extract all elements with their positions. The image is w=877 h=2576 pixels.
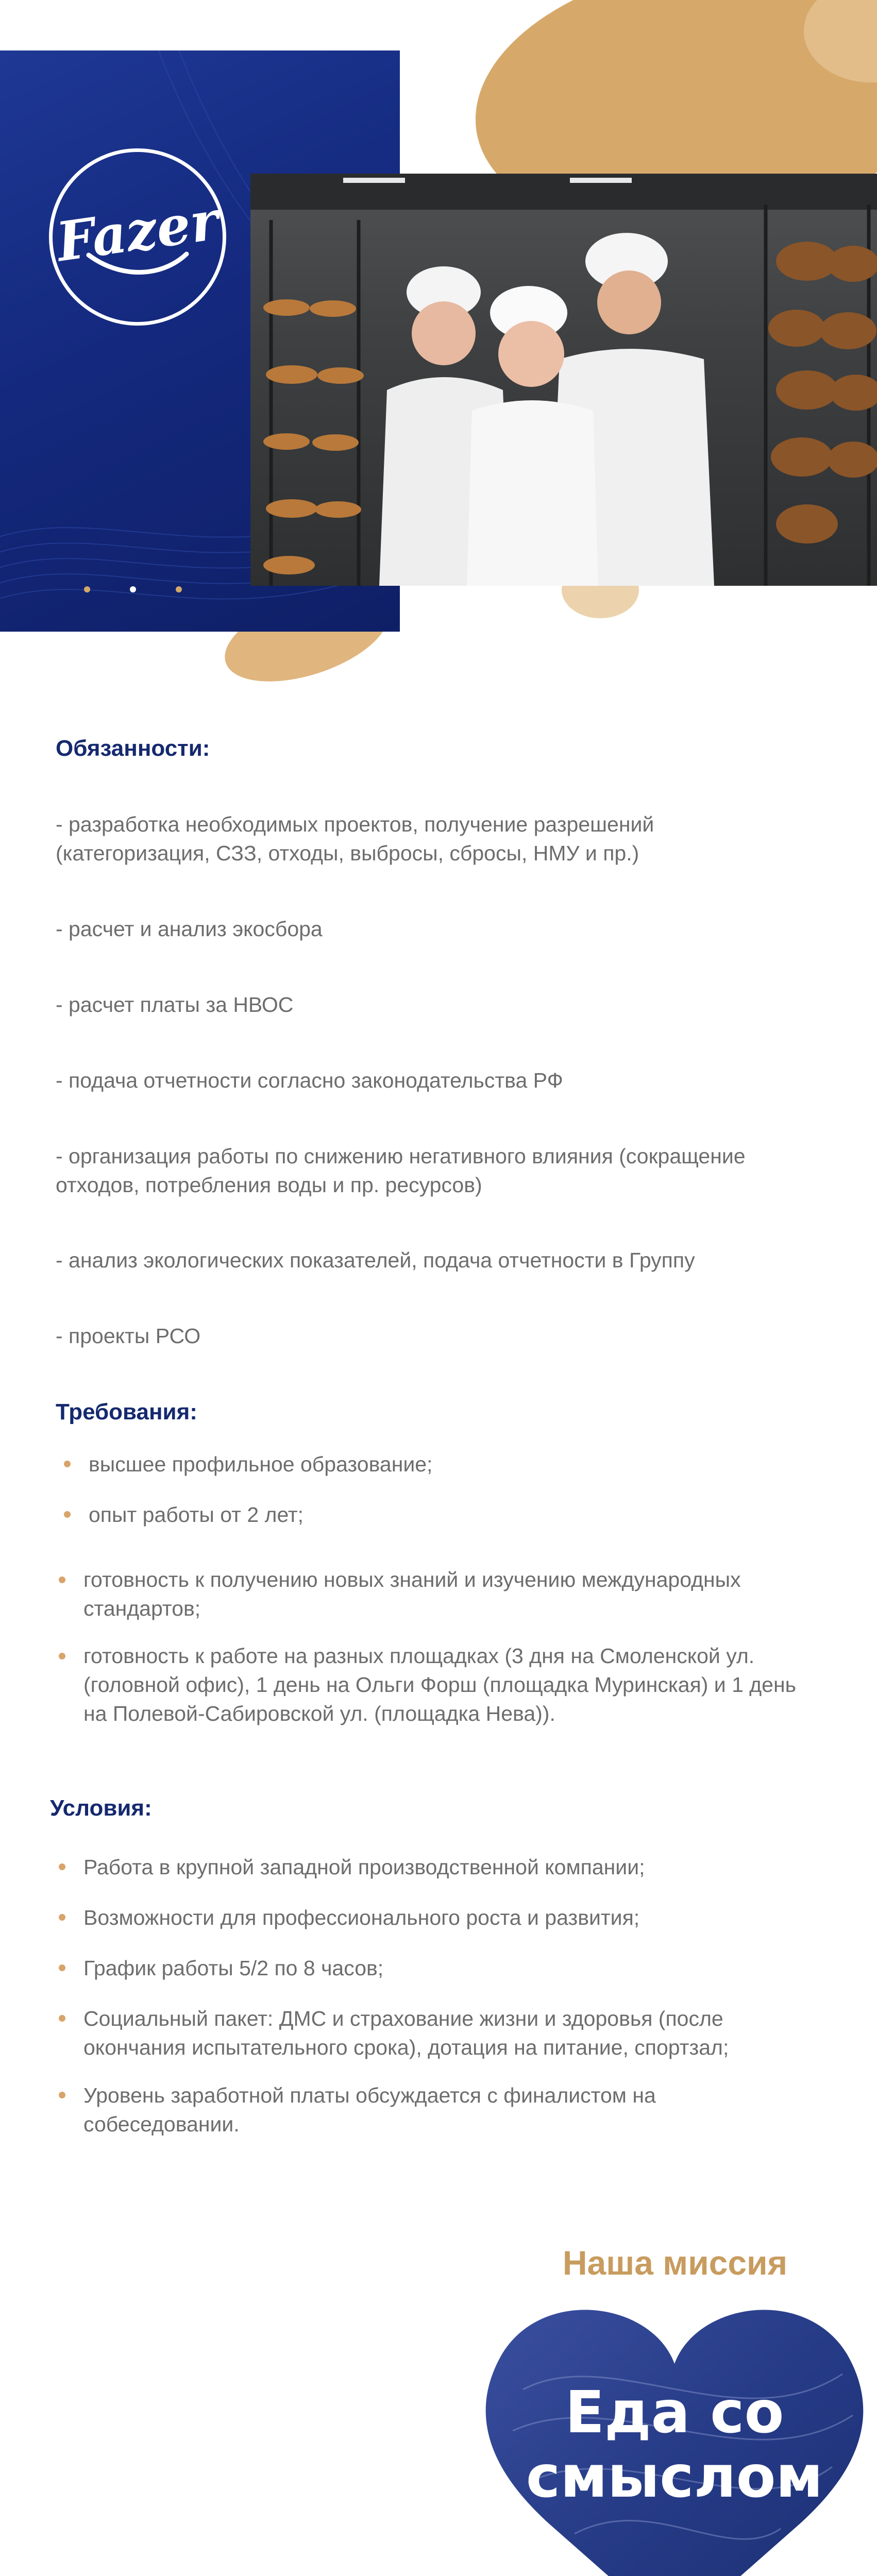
duty-item: - разработка необходимых проектов, получение разрешений: [56, 812, 654, 836]
requirement-item: на Полевой-Сабировской ул. (площадка Нева)).: [83, 1702, 555, 1725]
bullet-icon: [59, 1914, 65, 1921]
duty-item: - расчет и анализ экосбора: [56, 917, 323, 941]
duty-item: - подача отчетности согласно законодательства РФ: [56, 1069, 563, 1092]
duty-item: - проекты РСО: [56, 1324, 201, 1348]
requirement-item: готовность к получению новых знаний и изучению международных: [83, 1568, 741, 1591]
slogan-line-2: смыслом: [526, 2444, 823, 2511]
duty-item: - организация работы по снижению негативного влияния (сокращение: [56, 1144, 746, 1168]
carousel-dot-active[interactable]: [130, 586, 136, 592]
bullet-icon: [59, 2015, 65, 2022]
condition-item: Социальный пакет: ДМС и страхование жизни и здоровья (после: [83, 2007, 723, 2030]
header-banner: [0, 0, 877, 685]
bullet-icon: [59, 1577, 65, 1583]
bullet-icon: [64, 1511, 71, 1518]
bakery-scene: [250, 174, 877, 586]
bullet-icon: [64, 1461, 71, 1467]
condition-item: Возможности для профессионального роста и развития;: [83, 1906, 640, 1929]
bullet-icon: [59, 1863, 65, 1870]
bullet-icon: [59, 1964, 65, 1971]
mission-heart: [482, 2297, 867, 2576]
carousel-dot[interactable]: [176, 586, 182, 592]
bullet-icon: [59, 1653, 65, 1659]
bakers-photo: [250, 174, 877, 586]
requirements-heading: Требования:: [56, 1399, 197, 1425]
bullet-icon: [59, 2092, 65, 2098]
slogan-line-1: Еда со: [565, 2379, 784, 2446]
requirement-item: стандартов;: [83, 1597, 201, 1620]
condition-item: График работы 5/2 по 8 часов;: [83, 1956, 384, 1980]
logo-text: Fazer: [53, 188, 223, 274]
condition-item: Уровень заработной платы обсуждается с финалистом на: [83, 2083, 656, 2107]
duty-item: - анализ экологических показателей, подача отчетности в Группу: [56, 1248, 695, 1272]
requirement-item: высшее профильное образование;: [89, 1452, 433, 1476]
duty-item: отходов, потребления воды и пр. ресурсов): [56, 1173, 482, 1197]
mission-title: Наша миссия: [562, 2244, 788, 2282]
condition-item: собеседовании.: [83, 2112, 240, 2136]
requirement-item: готовность к работе на разных площадках (3 дня на Смоленской ул.: [83, 1644, 755, 1668]
duties-heading: Обязанности:: [56, 736, 210, 761]
duty-item: (категоризация, СЗЗ, отходы, выбросы, сбросы, НМУ и пр.): [56, 841, 639, 865]
fazer-logo: [49, 148, 226, 326]
duty-item: - расчет платы за НВОС: [56, 993, 294, 1016]
conditions-heading: Условия:: [50, 1795, 152, 1821]
carousel-dot[interactable]: [84, 586, 90, 592]
condition-item: окончания испытательного срока), дотация на питание, спортзал;: [83, 2036, 729, 2059]
logo-swoosh: [83, 250, 192, 281]
requirement-item: (головной офис), 1 день на Ольги Форш (площадка Муринская) и 1 день: [83, 1673, 796, 1697]
requirement-item: опыт работы от 2 лет;: [89, 1503, 304, 1527]
condition-item: Работа в крупной западной производственной компании;: [83, 1855, 645, 1879]
